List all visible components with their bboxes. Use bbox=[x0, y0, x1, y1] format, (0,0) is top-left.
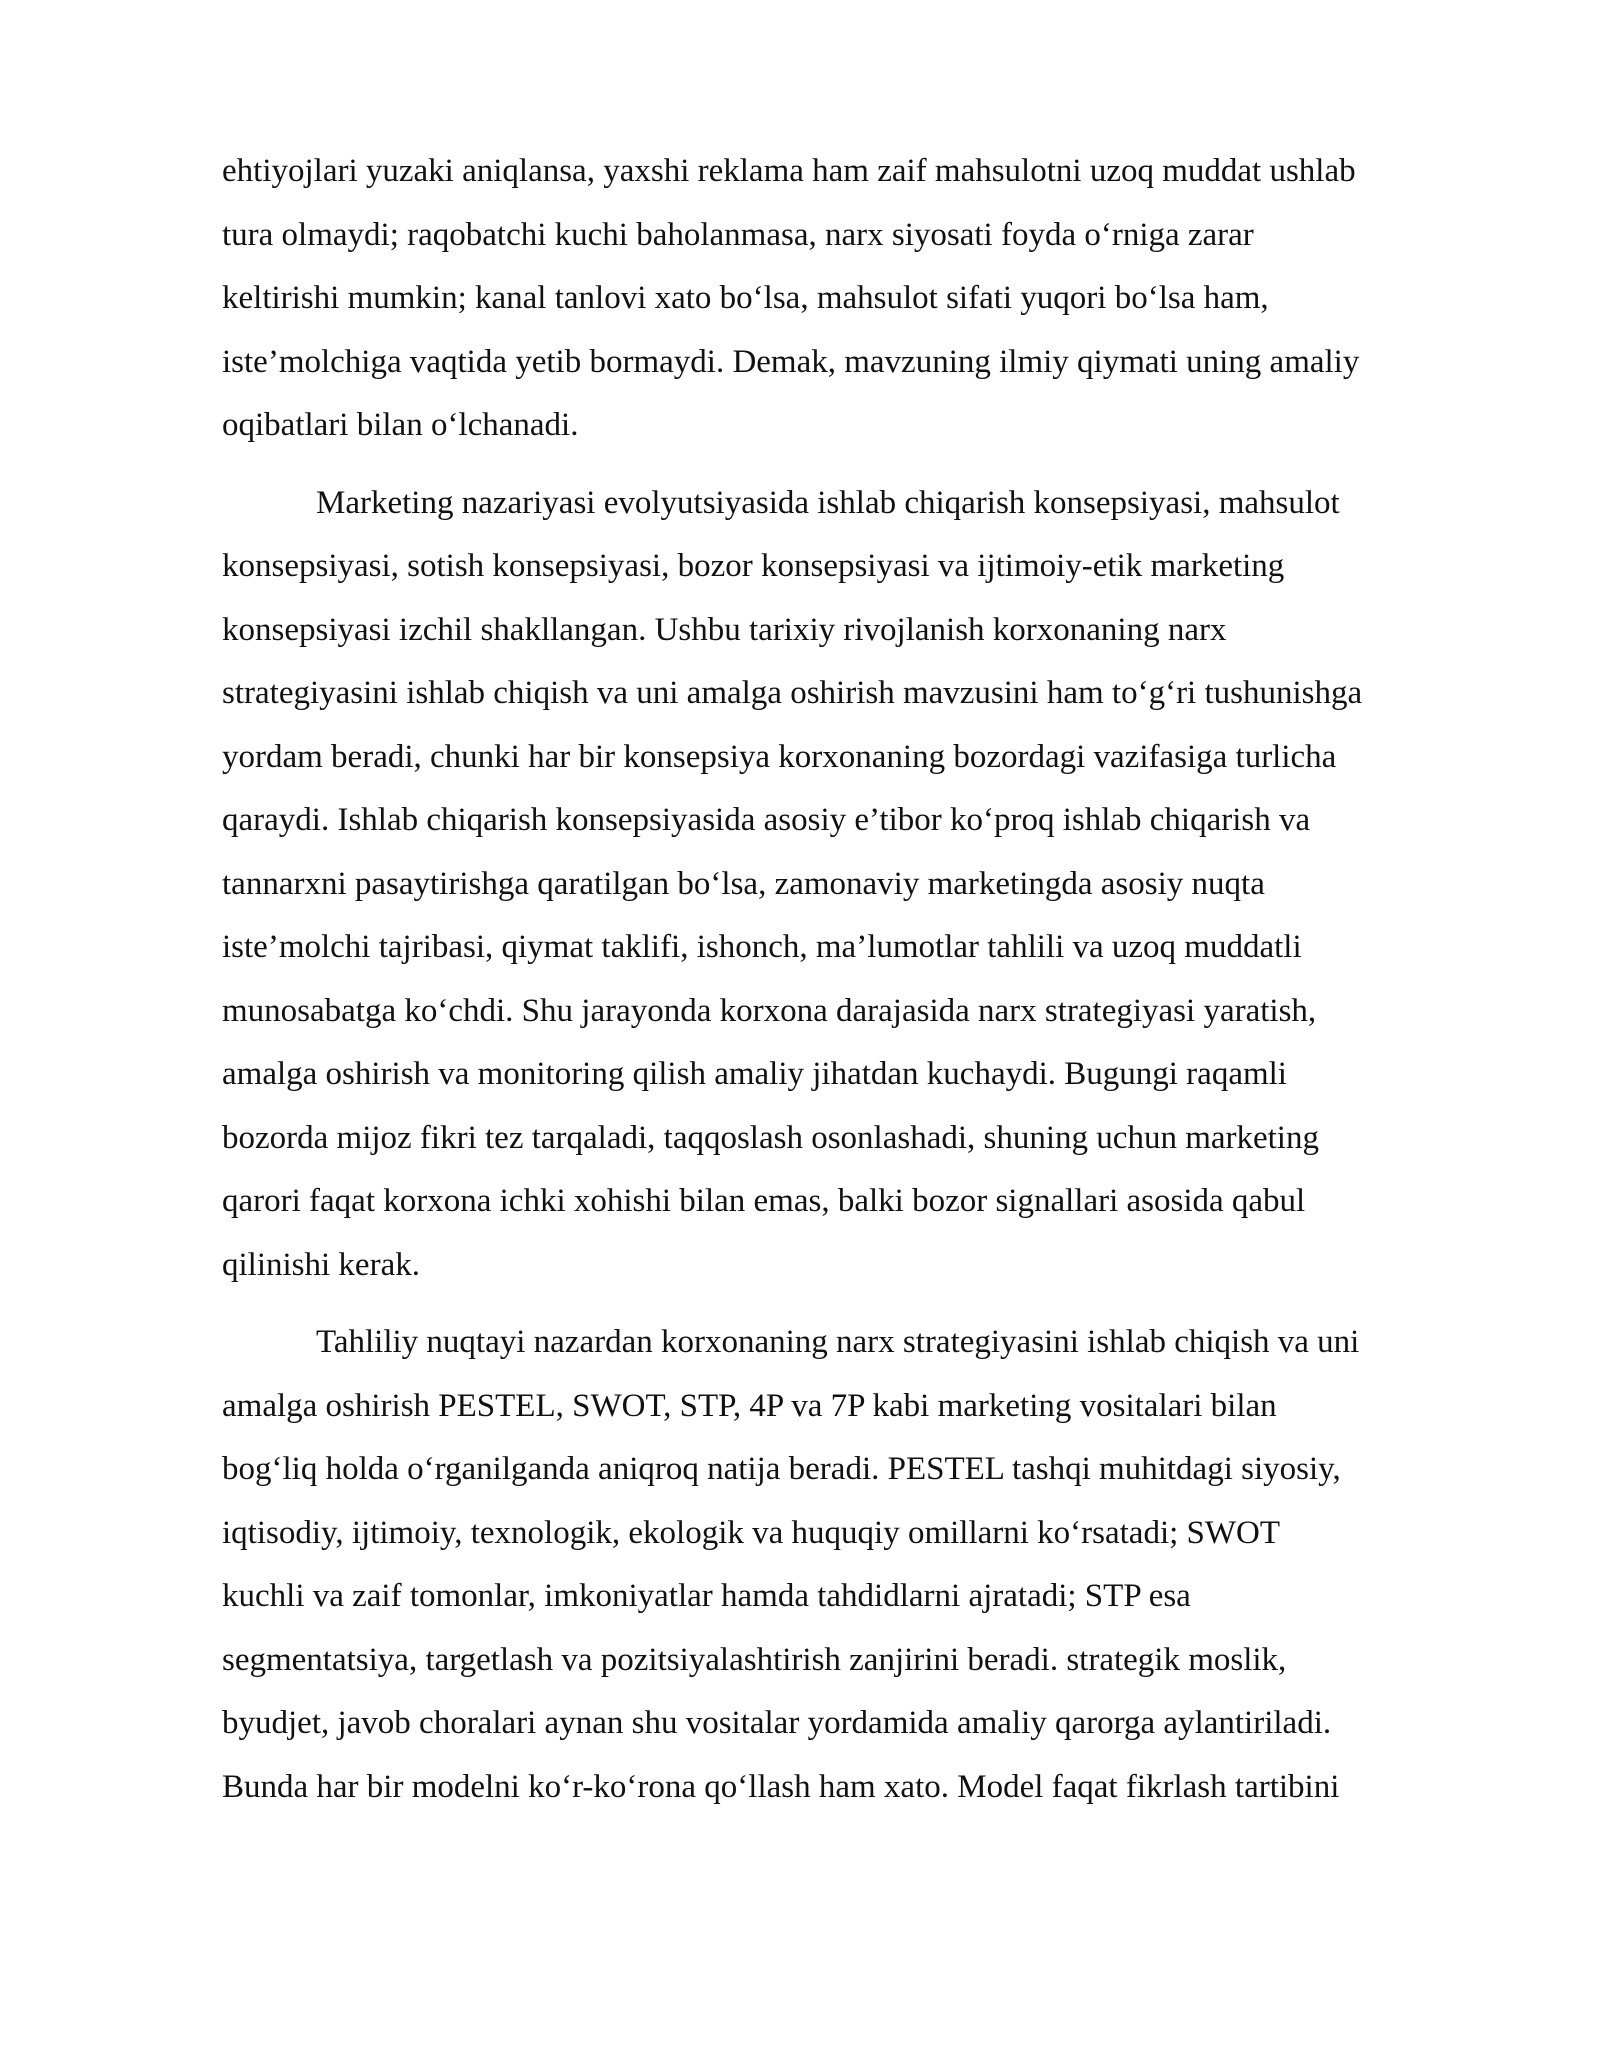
text-line: qarori faqat korxona ichki xohishi bilan emas, balki bozor signallari asosida qabul bbox=[222, 1183, 1306, 1219]
paragraph-2 bbox=[222, 472, 1492, 1298]
text-line: Marketing nazariyasi evolyutsiyasida ishlab chiqarish konsepsiyasi, mahsulot bbox=[316, 484, 1340, 521]
text-line: yordam beradi, chunki har bir konsepsiya korxonaning bozordagi vazifasiga turlicha bbox=[222, 738, 1337, 775]
text-line: bozorda mijoz fikri tez tarqaladi, taqqoslash osonlashadi, shuning uchun marketing bbox=[222, 1119, 1319, 1156]
text-line: iste’molchi tajribasi, qiymat taklifi, ishonch, ma’lumotlar tahlili va uzoq muddatli bbox=[222, 929, 1302, 965]
text-line: segmentatsiya, targetlash va pozitsiyalashtirish zanjirini beradi. strategik moslik, bbox=[222, 1641, 1287, 1678]
text-line: strategiyasini ishlab chiqish va uni amalga oshirish mavzusini ham to‘g‘ri tushunishga bbox=[222, 675, 1363, 711]
text-line: iqtisodiy, ijtimoiy, texnologik, ekologik va huquqiy omillarni ko‘rsatadi; SWOT bbox=[222, 1514, 1281, 1551]
paragraph-1 bbox=[222, 140, 1492, 458]
text-line: bog‘liq holda o‘rganilganda aniqroq natija beradi. PESTEL tashqi muhitdagi siyosiy, bbox=[222, 1451, 1341, 1487]
text-line: ehtiyojlari yuzaki aniqlansa, yaxshi reklama ham zaif mahsulotni uzoq muddat ushlab bbox=[222, 153, 1356, 189]
text-line: tura olmaydi; raqobatchi kuchi baholanmasa, narx siyosati foyda o‘rniga zarar bbox=[222, 216, 1254, 253]
paragraph-3 bbox=[222, 1311, 1492, 1819]
text-line: konsepsiyasi, sotish konsepsiyasi, bozor konsepsiyasi va ijtimoiy-etik marketing bbox=[222, 548, 1285, 584]
text-line: amalga oshirish va monitoring qilish amaliy jihatdan kuchaydi. Bugungi raqamli bbox=[222, 1056, 1287, 1092]
document-body bbox=[222, 140, 1492, 1833]
text-line: oqibatlari bilan o‘lchanadi. bbox=[222, 407, 579, 443]
text-line: amalga oshirish PESTEL, SWOT, STP, 4P va 7P kabi marketing vositalari bilan bbox=[222, 1387, 1277, 1424]
text-line: keltirishi mumkin; kanal tanlovi xato bo‘lsa, mahsulot sifati yuqori bo‘lsa ham, bbox=[222, 280, 1269, 316]
text-line: Bunda har bir modelni ko‘r-ko‘rona qo‘llash ham xato. Model faqat fikrlash tartibini bbox=[222, 1768, 1340, 1805]
text-line: qilinishi kerak. bbox=[222, 1246, 420, 1283]
text-line: tannarxni pasaytirishga qaratilgan bo‘lsa, zamonaviy marketingda asosiy nuqta bbox=[222, 865, 1265, 902]
text-line: konsepsiyasi izchil shakllangan. Ushbu tarixiy rivojlanish korxonaning narx bbox=[222, 611, 1227, 648]
text-line: kuchli va zaif tomonlar, imkoniyatlar hamda tahdidlarni ajratadi; STP esa bbox=[222, 1578, 1191, 1614]
text-line: munosabatga ko‘chdi. Shu jarayonda korxona darajasida narx strategiyasi yaratish, bbox=[222, 992, 1317, 1029]
text-line: qaraydi. Ishlab chiqarish konsepsiyasida asosiy e’tibor ko‘proq ishlab chiqarish va bbox=[222, 802, 1311, 838]
text-line: Tahliliy nuqtayi nazardan korxonaning narx strategiyasini ishlab chiqish va uni bbox=[316, 1324, 1360, 1360]
text-line: iste’molchiga vaqtida yetib bormaydi. Demak, mavzuning ilmiy qiymati uning amaliy bbox=[222, 343, 1360, 380]
text-line: byudjet, javob choralari aynan shu vositalar yordamida amaliy qarorga aylantiriladi. bbox=[222, 1705, 1332, 1741]
